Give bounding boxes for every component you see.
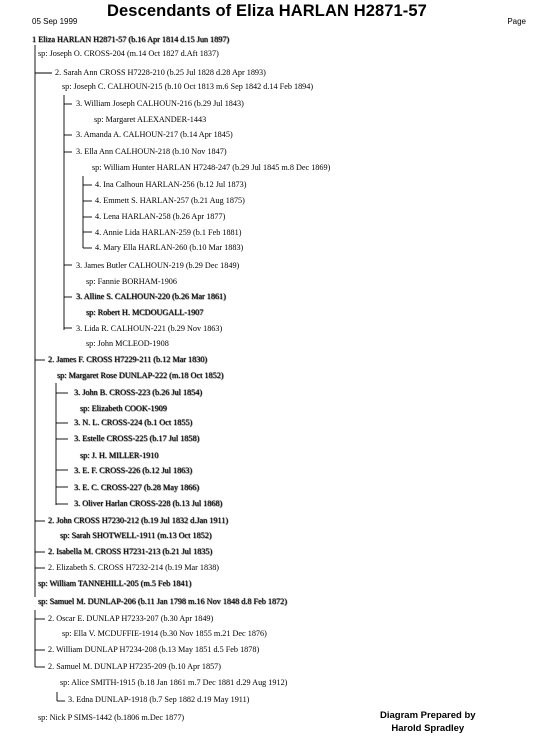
- tree-entry: 3. Oliver Harlan CROSS-228 (b.13 Jul 1868): [74, 499, 223, 508]
- tree-entry: 2. James F. CROSS H7229-211 (b.12 Mar 1830): [48, 355, 208, 364]
- tree-entry: sp: Joseph C. CALHOUN-215 (b.10 Oct 1813 m.6 Sep 1842 d.14 Feb 1894): [62, 82, 314, 91]
- credit-line-2: Harold Spradley: [391, 723, 465, 734]
- tree-entry: sp: John MCLEOD-1908: [86, 339, 169, 348]
- tree-entry: 3. William Joseph CALHOUN-216 (b.29 Jul 1843): [76, 99, 244, 108]
- tree-entry: 3. Alline S. CALHOUN-220 (b.26 Mar 1861): [76, 292, 226, 301]
- tree-entry: sp: Nick P SIMS-1442 (b.1806 m.Dec 1877): [38, 713, 185, 722]
- tree-entry: sp: Margaret Rose DUNLAP-222 (m.18 Oct 1852): [57, 371, 224, 380]
- tree-entry: sp: William Hunter HARLAN H7248-247 (b.29 Jul 1845 m.8 Dec 1869): [92, 163, 331, 172]
- tree-entry: sp: J. H. MILLER-1910: [80, 451, 159, 460]
- tree-entry: sp: Samuel M. DUNLAP-206 (b.11 Jan 1798 m.16 Nov 1848 d.8 Feb 1872): [38, 597, 287, 606]
- tree-entry: 3. N. L. CROSS-224 (b.1 Oct 1855): [74, 418, 193, 427]
- tree-entry: 4. Lena HARLAN-258 (b.26 Apr 1877): [95, 212, 226, 221]
- tree-entry: sp: Joseph O. CROSS-204 (m.14 Oct 1827 d.Aft 1837): [38, 49, 219, 58]
- page-label: Page: [507, 17, 526, 26]
- credit-line-1: Diagram Prepared by: [380, 710, 476, 721]
- tree-entry: 4. Annie Lida HARLAN-259 (b.1 Feb 1881): [95, 228, 242, 237]
- print-date: 05 Sep 1999: [32, 17, 78, 26]
- tree-entry: sp: Ella V. MCDUFFIE-1914 (b.30 Nov 1855 m.21 Dec 1876): [62, 629, 267, 638]
- tree-entry: sp: Margaret ALEXANDER-1443: [94, 115, 207, 124]
- tree-entry: 2. Isabella M. CROSS H7231-213 (b.21 Jul 1835): [48, 547, 213, 556]
- tree-entry: 4. Emmett S. HARLAN-257 (b.21 Aug 1875): [95, 196, 245, 205]
- tree-entry: 2. Samuel M. DUNLAP H7235-209 (b.10 Apr 1857): [48, 662, 221, 671]
- tree-entry: sp: William TANNEHILL-205 (m.5 Feb 1841): [38, 579, 192, 588]
- tree-entry: sp: Alice SMITH-1915 (b.18 Jan 1861 m.7 Dec 1881 d.29 Aug 1912): [60, 678, 288, 687]
- tree-entry: sp: Sarah SHOTWELL-1911 (m.13 Oct 1852): [60, 531, 212, 540]
- diagram-credit: [380, 709, 476, 735]
- tree-entry: 3. John B. CROSS-223 (b.26 Jul 1854): [74, 388, 203, 397]
- tree-entry: 3. James Butler CALHOUN-219 (b.29 Dec 1849): [76, 261, 240, 270]
- tree-entry: 4. Mary Ella HARLAN-260 (b.10 Mar 1883): [95, 243, 244, 252]
- tree-entry: 4. Ina Calhoun HARLAN-256 (b.12 Jul 1873): [95, 180, 247, 189]
- tree-entry: 3. E. F. CROSS-226 (b.12 Jul 1863): [74, 466, 193, 475]
- tree-entry: 2. Elizabeth S. CROSS H7232-214 (b.19 Mar 1838): [48, 563, 220, 572]
- tree-entry: 3. Amanda A. CALHOUN-217 (b.14 Apr 1845): [76, 130, 233, 139]
- tree-entry: 3. Edna DUNLAP-1918 (b.7 Sep 1882 d.19 May 1911): [68, 695, 250, 704]
- tree-entry: 2. Oscar E. DUNLAP H7233-207 (b.30 Apr 1849): [48, 614, 214, 623]
- tree-entry: 3. Ella Ann CALHOUN-218 (b.10 Nov 1847): [76, 147, 227, 156]
- tree-entry: 3. Lida R. CALHOUN-221 (b.29 Nov 1863): [76, 324, 223, 333]
- tree-entry: 2. William DUNLAP H7234-208 (b.13 May 1851 d.5 Feb 1878): [48, 645, 260, 654]
- tree-entry: 3. Estelle CROSS-225 (b.17 Jul 1858): [74, 434, 200, 443]
- tree-entry: 1 Eliza HARLAN H2871-57 (b.16 Apr 1814 d.15 Jun 1897): [32, 35, 230, 44]
- tree-entry: sp: Fannie BORHAM-1906: [86, 277, 177, 286]
- tree-entry: 2. Sarah Ann CROSS H7228-210 (b.25 Jul 1828 d.28 Apr 1893): [55, 68, 266, 77]
- tree-entry: sp: Elizabeth COOK-1909: [80, 404, 167, 413]
- tree-entry: 3. E. C. CROSS-227 (b.28 May 1866): [74, 483, 200, 492]
- tree-entry: 2. John CROSS H7230-212 (b.19 Jul 1832 d.Jan 1911): [48, 516, 229, 525]
- document-title: Descendants of Eliza HARLAN H2871-57: [107, 2, 427, 20]
- tree-entry: sp: Robert H. MCDOUGALL-1907: [86, 308, 204, 317]
